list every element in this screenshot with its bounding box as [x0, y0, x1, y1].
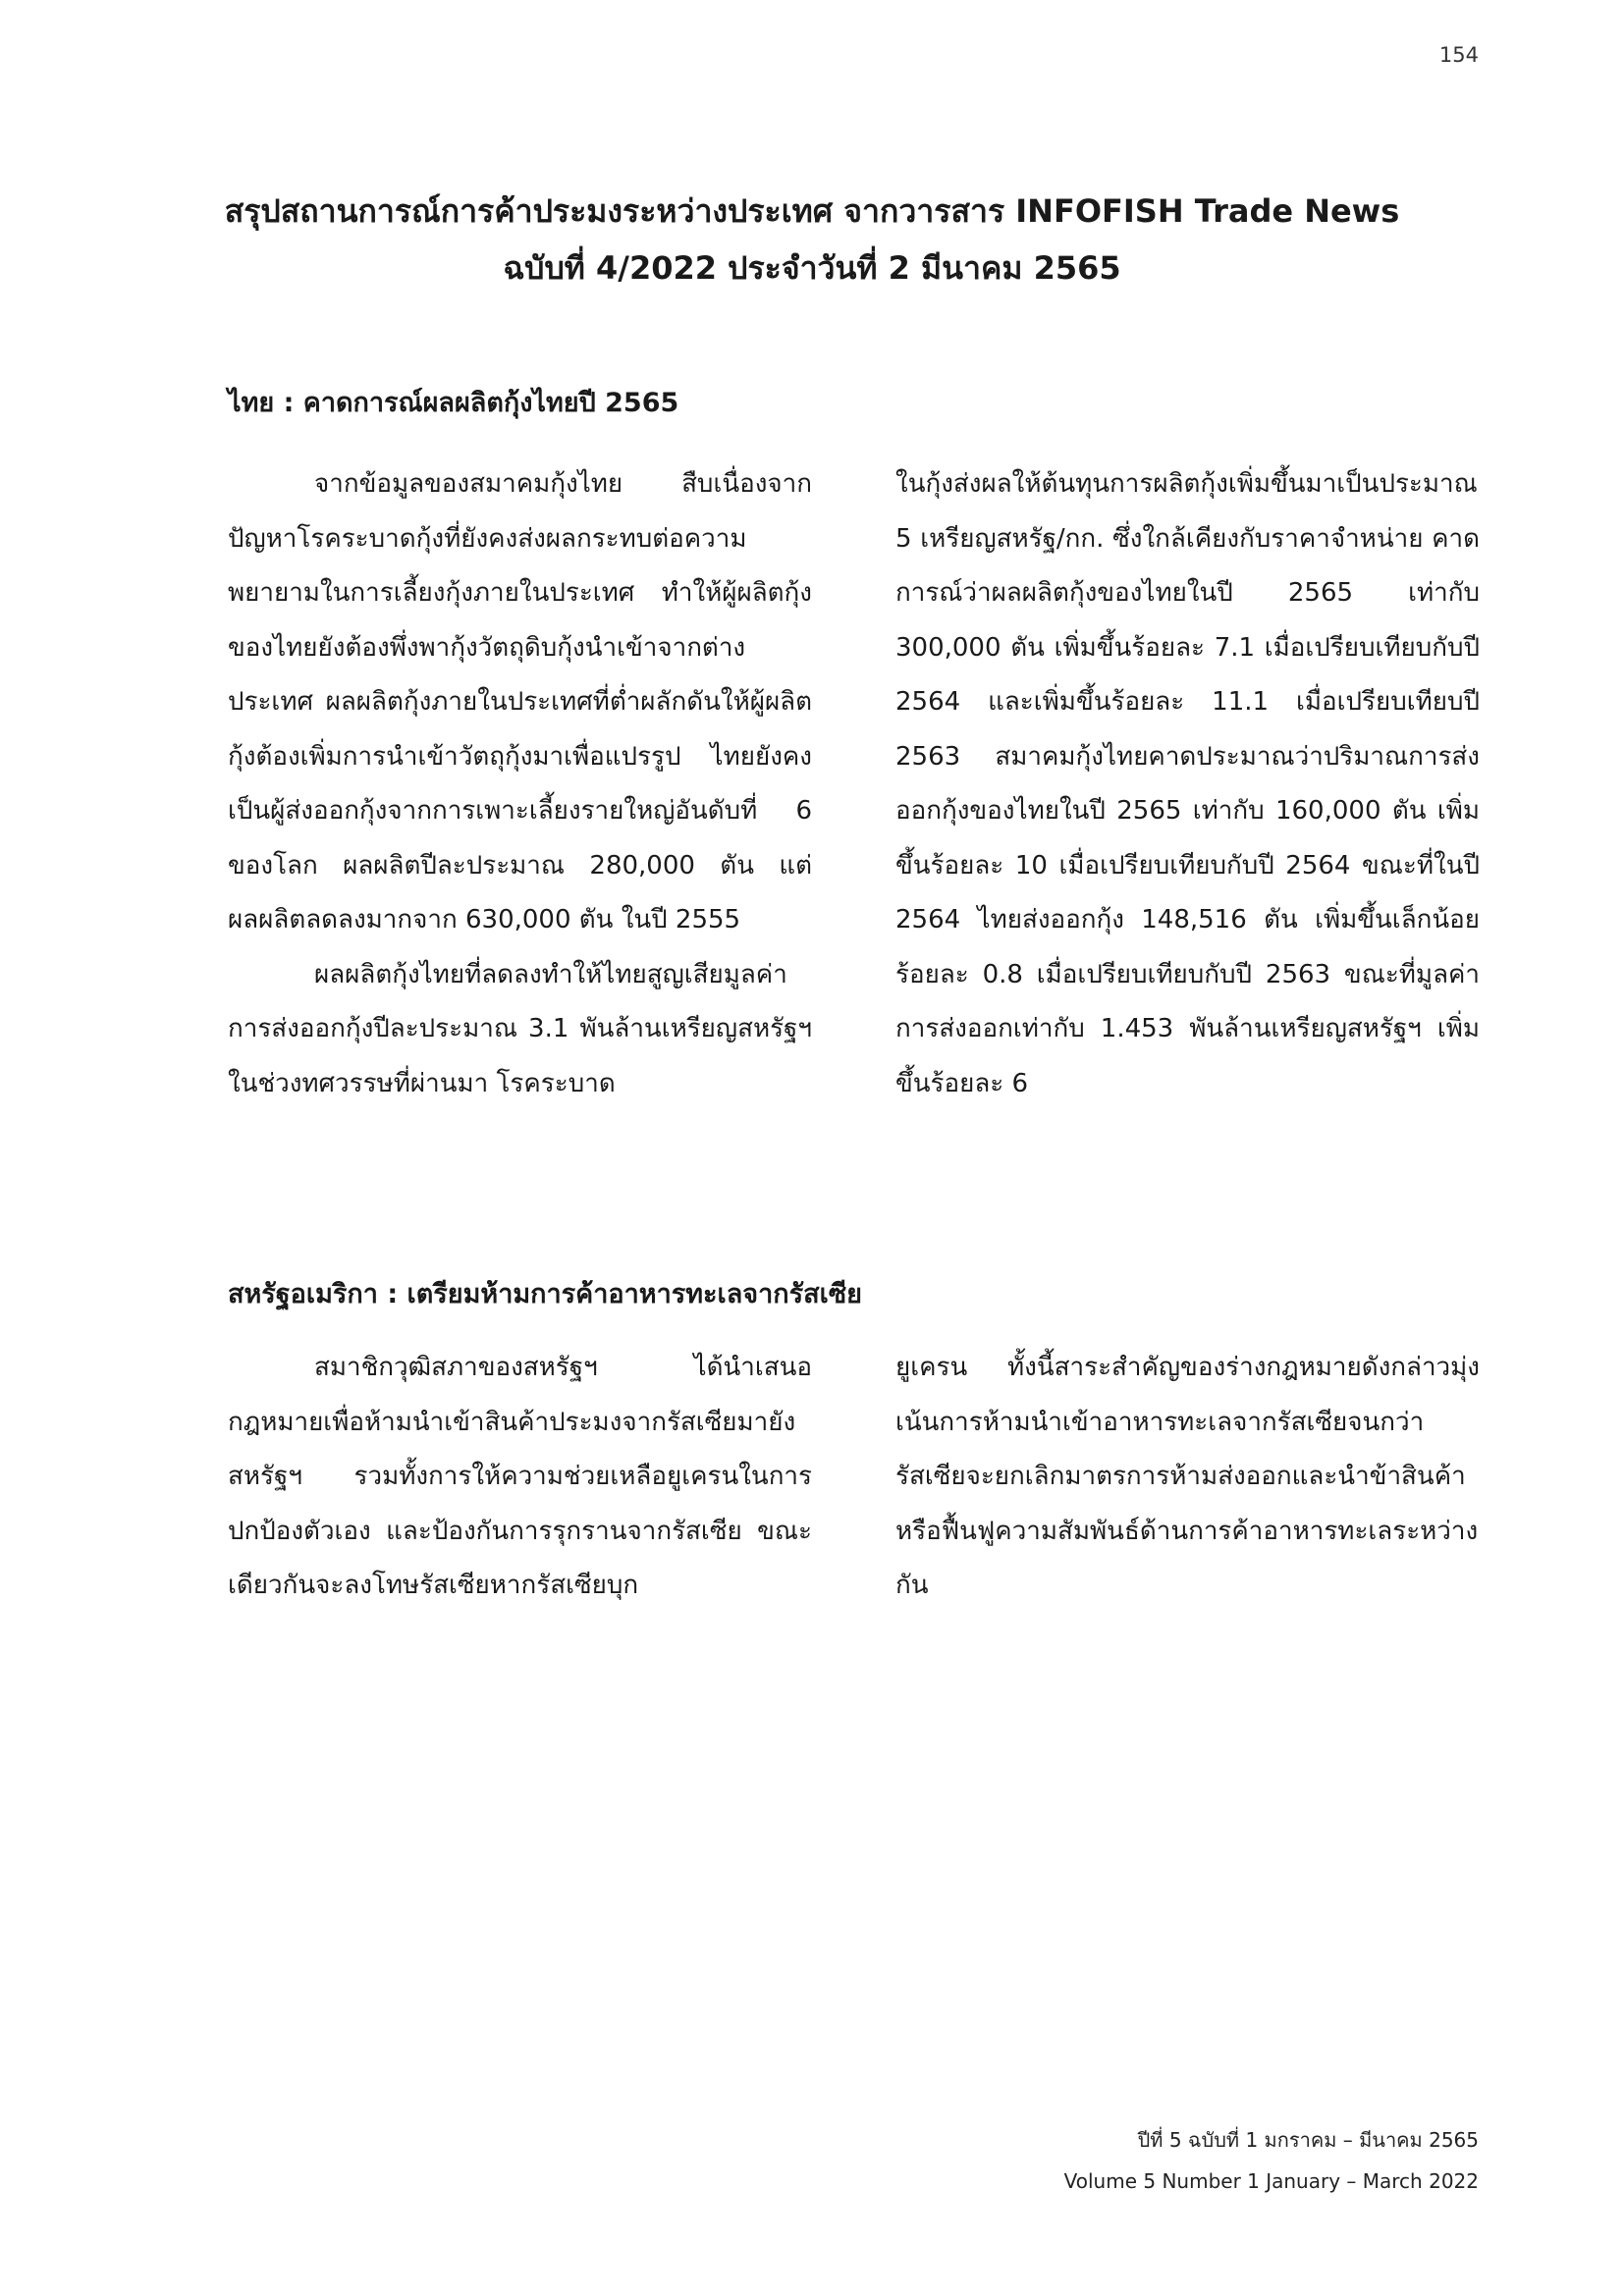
paragraph: จากข้อมูลของสมาคมกุ้งไทย สืบเนื่องจากปัญหาโรคระบาดกุ้งที่ยังคงส่งผลกระทบต่อความพยายามในการเลี้ยงกุ้งภายในประเทศ ทำให้ผู้ผลิตกุ้งของไทยยังต้องพึ่งพากุ้งวัตถุดิบกุ้งนำเข้าจากต่างประเทศ ผลผลิตกุ้งภายในประเทศที่ต่ำผลักดันให้ผู้ผลิตกุ้งต้องเพิ่มการนำเข้าวัตถุกุ้งมาเพื่อแปรรูป ไทยยังคงเป็นผู้ส่งออกกุ้งจากการเพาะเลี้ยงรายใหญ่อันดับที่ 6 ของโลก ผลผลิตปีละประมาณ 280,000 ตัน แต่ผลผลิตลดลงมากจาก 630,000 ตัน ในปี 2555 [228, 469, 812, 934]
section-thailand-left-column [228, 457, 812, 1111]
footer-thai: ปีที่ 5 ฉบับที่ 1 มกราคม – มีนาคม 2565 [1137, 2128, 1479, 2152]
paragraph: สมาชิกวุฒิสภาของสหรัฐฯ ได้นำเสนอกฎหมายเพื่อห้ามนำเข้าสินค้าประมงจากรัสเซียมายังสหรัฐฯ รวมทั้งการให้ความช่วยเหลือยูเครนในการปกป้องตัวเอง และป้องกันการรุกรานจากรัสเซีย ขณะเดียวกันจะลงโทษรัสเซียหากรัสเซียบุก [228, 1353, 812, 1600]
document-title-line-1: สรุปสถานการณ์การค้าประมงระหว่างประเทศ จากวารสาร INFOFISH Trade News [224, 192, 1400, 230]
paragraph: ในกุ้งส่งผลให้ต้นทุนการผลิตกุ้งเพิ่มขึ้นมาเป็นประมาณ 5 เหรียญสหรัฐ/กก. ซึ่งใกล้เคียงกับราคาจำหน่าย คาดการณ์ว่าผลผลิตกุ้งของไทยในปี 2565 เท่ากับ 300,000 ตัน เพิ่มขึ้นร้อยละ 7.1 เมื่อเปรียบเทียบกับปี 2564 และเพิ่มขึ้นร้อยละ 11.1 เมื่อเปรียบเทียบปี 2563 สมาคมกุ้งไทยคาดประมาณว่าปริมาณการส่งออกกุ้งของไทยในปี 2565 เท่ากับ 160,000 ตัน เพิ่มขึ้นร้อยละ 10 เมื่อเปรียบเทียบกับปี 2564 ขณะที่ในปี 2564 ไทยส่งออกกุ้ง 148,516 ตัน เพิ่มขึ้นเล็กน้อยร้อยละ 0.8 เมื่อเปรียบเทียบกับปี 2563 ขณะที่มูลค่าการส่งออกเท่ากับ 1.453 พันล้านเหรียญสหรัฐฯ เพิ่มขึ้นร้อยละ 6 [895, 469, 1480, 1098]
section-thailand-right-column [895, 457, 1480, 1111]
page-number: 154 [1438, 43, 1479, 67]
document-title [147, 183, 1477, 296]
document-title-line-2: ฉบับที่ 4/2022 ประจำวันที่ 2 มีนาคม 2565 [503, 249, 1121, 287]
section-usa-left-column [228, 1341, 812, 1614]
section-heading-thailand: ไทย : คาดการณ์ผลผลิตกุ้งไทยปี 2565 [228, 388, 679, 418]
paragraph: ผลผลิตกุ้งไทยที่ลดลงทำให้ไทยสูญเสียมูลค่าการส่งออกกุ้งปีละประมาณ 3.1 พันล้านเหรียญสหรัฐฯ ในช่วงทศวรรษที่ผ่านมา โรคระบาด [228, 959, 812, 1098]
section-heading-usa: สหรัฐอเมริกา : เตรียมห้ามการค้าอาหารทะเลจากรัสเซีย [228, 1279, 862, 1309]
paragraph: ยูเครน ทั้งนี้สาระสำคัญของร่างกฎหมายดังกล่าวมุ่งเน้นการห้ามนำเข้าอาหารทะเลจากรัสเซียจนกว่ารัสเซียจะยกเลิกมาตรการห้ามส่งออกและนำข้าสินค้า หรือฟื้นฟูความสัมพันธ์ด้านการค้าอาหารทะเลระหว่างกัน [895, 1353, 1480, 1600]
section-usa-right-column [895, 1341, 1480, 1614]
footer-english: Volume 5 Number 1 January – March 2022 [1063, 2169, 1479, 2193]
